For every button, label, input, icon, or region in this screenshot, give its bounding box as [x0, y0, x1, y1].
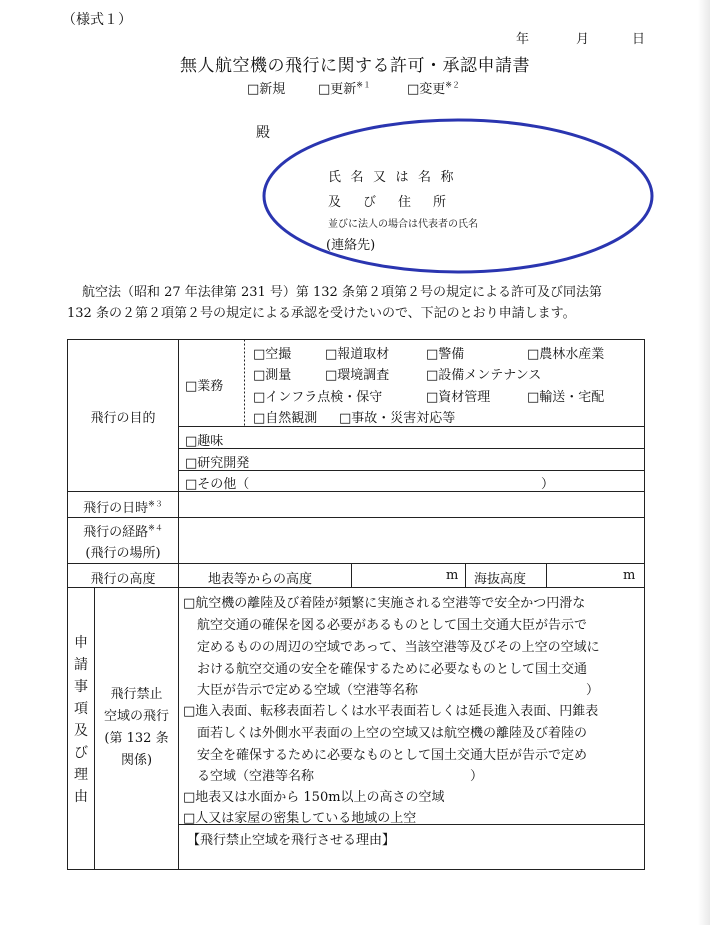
- approach-surface-line-2: 面若しくは外側水平表面の上空の空域又は航空機の離陸及び着陸の: [197, 726, 588, 741]
- datetime-field[interactable]: [179, 492, 644, 517]
- purpose-survey[interactable]: □測量: [253, 368, 292, 383]
- date-month: 月: [576, 32, 590, 47]
- intro-line-1: 航空法（昭和 27 年法律第 231 号）第 132 条第２項第２号の規定による許可及び同法第: [82, 285, 602, 300]
- page-edge-shadow: [698, 0, 710, 925]
- applicant-rep-label: 並びに法人の場合は代表者の氏名: [328, 219, 478, 230]
- applicant-name-label: 氏名又は名称: [328, 170, 464, 185]
- dense-area-checkbox[interactable]: □人又は家屋の密集している地域の上空: [183, 811, 417, 826]
- purpose-disaster[interactable]: □事故・災害対応等: [339, 411, 456, 426]
- airport-vicinity-close: ）: [586, 683, 600, 698]
- applicant-contact-label: (連絡先): [326, 238, 376, 253]
- reason-heading: 【飛行禁止空域を飛行させる理由】: [187, 833, 396, 848]
- purpose-materials[interactable]: □資材管理: [426, 390, 491, 405]
- reasons-outer-label: 申請事項及び理由: [74, 635, 88, 805]
- intro-line-2: 132 条の２第２項第２号の規定による承認を受けたいので、下記のとおり申請します。: [67, 306, 576, 321]
- approach-surface-line-3: 安全を確保するために必要なものとして国土交通大臣が告示で定め: [197, 748, 588, 763]
- airport-vicinity-line-5: 大臣が告示で定める空域（空港等名称: [197, 683, 419, 698]
- purpose-nature[interactable]: □自然観測: [253, 411, 318, 426]
- reasons-inner-line-1: 飛行禁止: [110, 687, 163, 702]
- purpose-aerial-photo[interactable]: □空撮: [253, 347, 292, 362]
- purpose-research[interactable]: □研究開発: [185, 456, 250, 471]
- purpose-agriculture[interactable]: □農林水産業: [527, 347, 605, 362]
- approach-surface-line-4: る空域（空港等名称: [197, 769, 315, 784]
- purpose-other-close: ）: [541, 477, 555, 492]
- purpose-delivery[interactable]: □輸送・宅配: [527, 390, 605, 405]
- height-150m-checkbox[interactable]: □地表又は水面から 150m以上の高さの空域: [183, 790, 445, 805]
- purpose-environment[interactable]: □環境調査: [325, 368, 390, 383]
- ground-altitude-label: 地表等からの高度: [208, 572, 313, 587]
- purpose-infrastructure[interactable]: □インフラ点検・保守: [253, 390, 383, 405]
- purpose-hobby[interactable]: □趣味: [185, 434, 224, 449]
- option-new[interactable]: □新規: [247, 82, 286, 97]
- date-day: 日: [632, 32, 646, 47]
- sea-altitude-label: 海抜高度: [474, 572, 527, 587]
- applicant-address-label: 及び住所: [328, 195, 469, 210]
- purpose-security[interactable]: □警備: [426, 347, 465, 362]
- sea-altitude-unit: m: [623, 568, 636, 583]
- reasons-inner-line-3: (第 132 条: [104, 731, 169, 746]
- option-renewal[interactable]: □更新$^{※1}$: [318, 80, 371, 97]
- purpose-label: 飛行の目的: [90, 411, 156, 426]
- page-title: 無人航空機の飛行に関する許可・承認申請書: [180, 56, 530, 76]
- addressee: 殿: [256, 125, 270, 141]
- route-label: 飛行の経路$^{※4}$: [83, 523, 163, 540]
- reasons-inner-line-4: 関係): [120, 753, 153, 768]
- ground-altitude-unit: m: [446, 568, 459, 583]
- date-year: 年: [516, 32, 530, 47]
- purpose-maintenance[interactable]: □設備メンテナンス: [426, 368, 542, 383]
- purpose-business-checkbox[interactable]: □業務: [185, 379, 224, 394]
- altitude-label: 飛行の高度: [90, 572, 156, 587]
- reason-field[interactable]: [179, 848, 644, 869]
- purpose-news[interactable]: □報道取材: [325, 347, 390, 362]
- airport-vicinity-line-2: 航空交通の確保を図る必要があるものとして国土交通大臣が告示で: [197, 618, 588, 633]
- route-label-place: (飛行の場所): [85, 546, 161, 561]
- approach-surface-close: ）: [470, 769, 484, 784]
- route-field[interactable]: [179, 518, 644, 563]
- airport-vicinity-checkbox[interactable]: □航空機の離陸及び着陸が頻繁に実施される空港等で安全かつ円滑な: [183, 596, 586, 611]
- approach-surface-checkbox[interactable]: □進入表面、転移表面若しくは水平表面若しくは延長進入表面、円錐表: [183, 704, 599, 719]
- datetime-label: 飛行の日時$^{※3}$: [83, 499, 163, 516]
- form-number: （様式１）: [62, 12, 132, 28]
- reasons-inner-line-2: 空域の飛行: [103, 709, 169, 724]
- option-change[interactable]: □変更$^{※2}$: [407, 80, 460, 97]
- airport-vicinity-line-4: おける航空交通の安全を確保するために必要なものとして国土交通: [197, 662, 588, 677]
- airport-vicinity-line-3: 定めるものの周辺の空域であって、当該空港等及びその上空の空域に: [197, 640, 600, 655]
- purpose-other[interactable]: □その他（: [185, 477, 250, 492]
